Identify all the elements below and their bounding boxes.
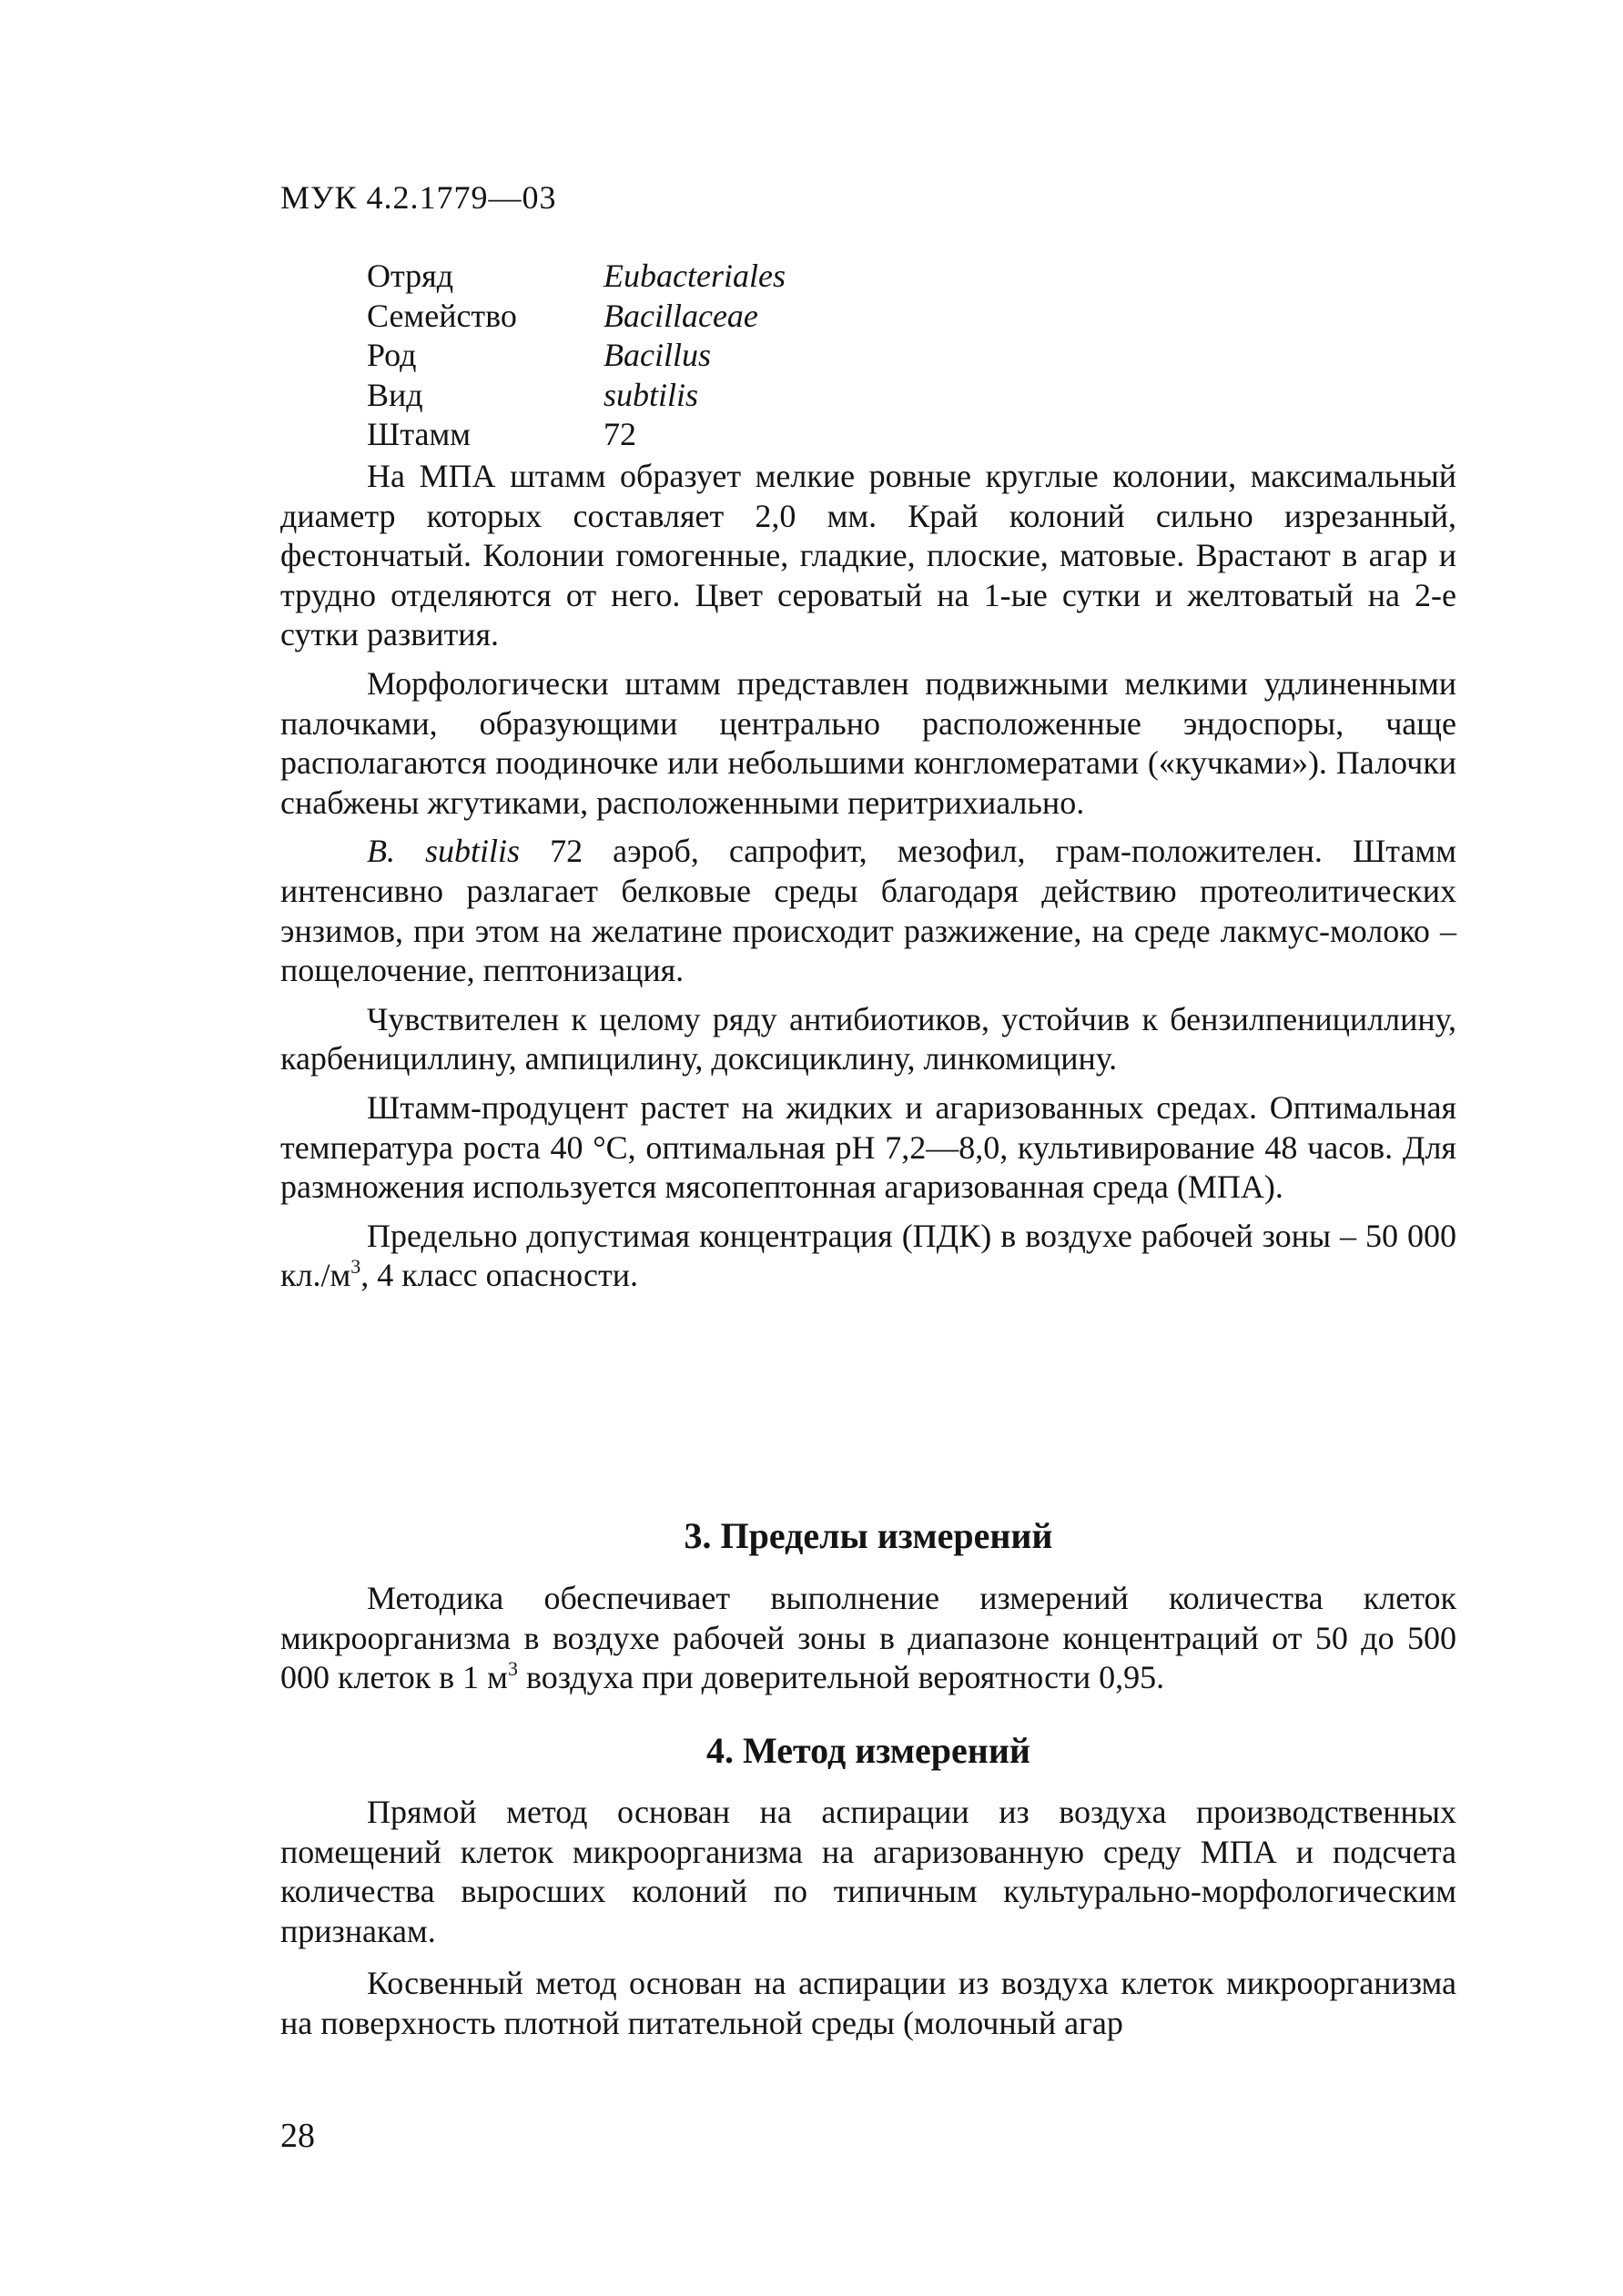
taxonomy-rank: Вид <box>367 376 423 413</box>
strain-description <box>280 457 1456 1296</box>
section-4-heading: 4. Метод измерений <box>706 1730 1030 1771</box>
taxonomy-rank: Семейство <box>367 297 517 334</box>
document-code-header: МУК 4.2.1779—03 <box>280 179 557 216</box>
section-4-body <box>280 1793 1456 2044</box>
morphology-paragraph: Морфологически штамм представлен подвижными мелкими удлиненными палочками, образующими центрально расположенные эндоспоры, чаще располагаются поодиночке или небольшими конгломератами («кучками»). Палочки снабжены жгутиками, расположенными перитрихиально. <box>280 664 1456 821</box>
colonies-paragraph: На МПА штамм образует мелкие ровные круглые колонии, максимальный диаметр которых составляет 2,0 мм. Край колоний сильно изрезанный, фестончатый. Колонии гомогенные, гладкие, плоские, матовые. Врастают в агар и трудно отделяются от него. Цвет сероватый на 1-ые сутки и желтоватый на 2-е сутки развития. <box>280 458 1456 653</box>
taxonomy-taxon: Bacillaceae <box>604 297 758 334</box>
taxonomy-rank: Отряд <box>367 258 454 294</box>
range-superscript: 3 <box>507 1657 518 1681</box>
page-number: 28 <box>280 2117 315 2155</box>
pdk-text: Предельно допустимая концентрация (ПДК) в воздухе рабочей зоны – 50 000 кл./м <box>280 1217 1456 1294</box>
indirect-method-paragraph: Косвенный метод основан на аспирации из воздуха клеток микроорганизма на поверхность плотной питательной среды (молочный агар <box>280 1965 1456 2041</box>
direct-method-paragraph: Прямой метод основан на аспирации из воздуха производственных помещений клеток микроорганизма на агаризованную среду МПА и подсчета количества выросших колоний по типичным культурально-морфологическим признакам. <box>280 1794 1456 1949</box>
pdk-text-end: , 4 класс опасности. <box>360 1257 639 1294</box>
antibiotics-paragraph: Чувствителен к целому ряду антибиотиков, устойчив к бензилпенициллину, карбенициллину, ампицилину, доксициклину, линкомицину. <box>280 1000 1456 1077</box>
taxonomy-rank: Род <box>367 337 417 374</box>
measurement-range-paragraph <box>280 1579 1456 1698</box>
properties-paragraph <box>280 832 1456 990</box>
taxonomy-taxon: Bacillus <box>604 337 711 374</box>
taxonomy-taxon: 72 <box>604 416 636 453</box>
taxonomy-row <box>367 415 786 455</box>
properties-text: 72 аэроб, сапрофит, мезофил, грам-положителен. Штамм интенсивно разлагает белковые среды благодаря действию протеолитических энзимов, при этом на желатине происходит разжижение, на среде лакмус-молоко – пощелочение, пептонизация. <box>280 833 1456 989</box>
taxonomy-table <box>367 257 786 455</box>
range-text: Методика обеспечивает выполнение измерений количества клеток микроорганизма в воздухе рабочей зоны в диапазоне концентраций от 50 до 500 000 клеток в 1 м <box>280 1580 1456 1696</box>
cultivation-paragraph: Штамм-продуцент растет на жидких и агаризованных средах. Оптимальная температура роста 40 °С, оптимальная рН 7,2—8,0, культивирование 48 часов. Для размножения используется мясопептонная агаризованная среда (МПА). <box>280 1088 1456 1206</box>
section-3-body <box>280 1579 1456 1698</box>
taxonomy-taxon: subtilis <box>604 376 699 413</box>
pdk-paragraph <box>280 1217 1456 1296</box>
pdk-superscript: 3 <box>350 1255 361 1279</box>
taxonomy-row <box>367 376 786 416</box>
taxonomy-row <box>367 336 786 376</box>
taxonomy-taxon: Eubacteriales <box>604 258 786 294</box>
taxonomy-table-body <box>367 257 786 455</box>
taxonomy-row <box>367 297 786 337</box>
section-3-heading: 3. Пределы измерений <box>684 1515 1053 1556</box>
taxonomy-row <box>367 257 786 297</box>
species-name: B. subtilis <box>367 833 521 870</box>
taxonomy-rank: Штамм <box>367 416 472 453</box>
range-text-end: воздуха при доверительной вероятности 0,95. <box>517 1659 1165 1696</box>
